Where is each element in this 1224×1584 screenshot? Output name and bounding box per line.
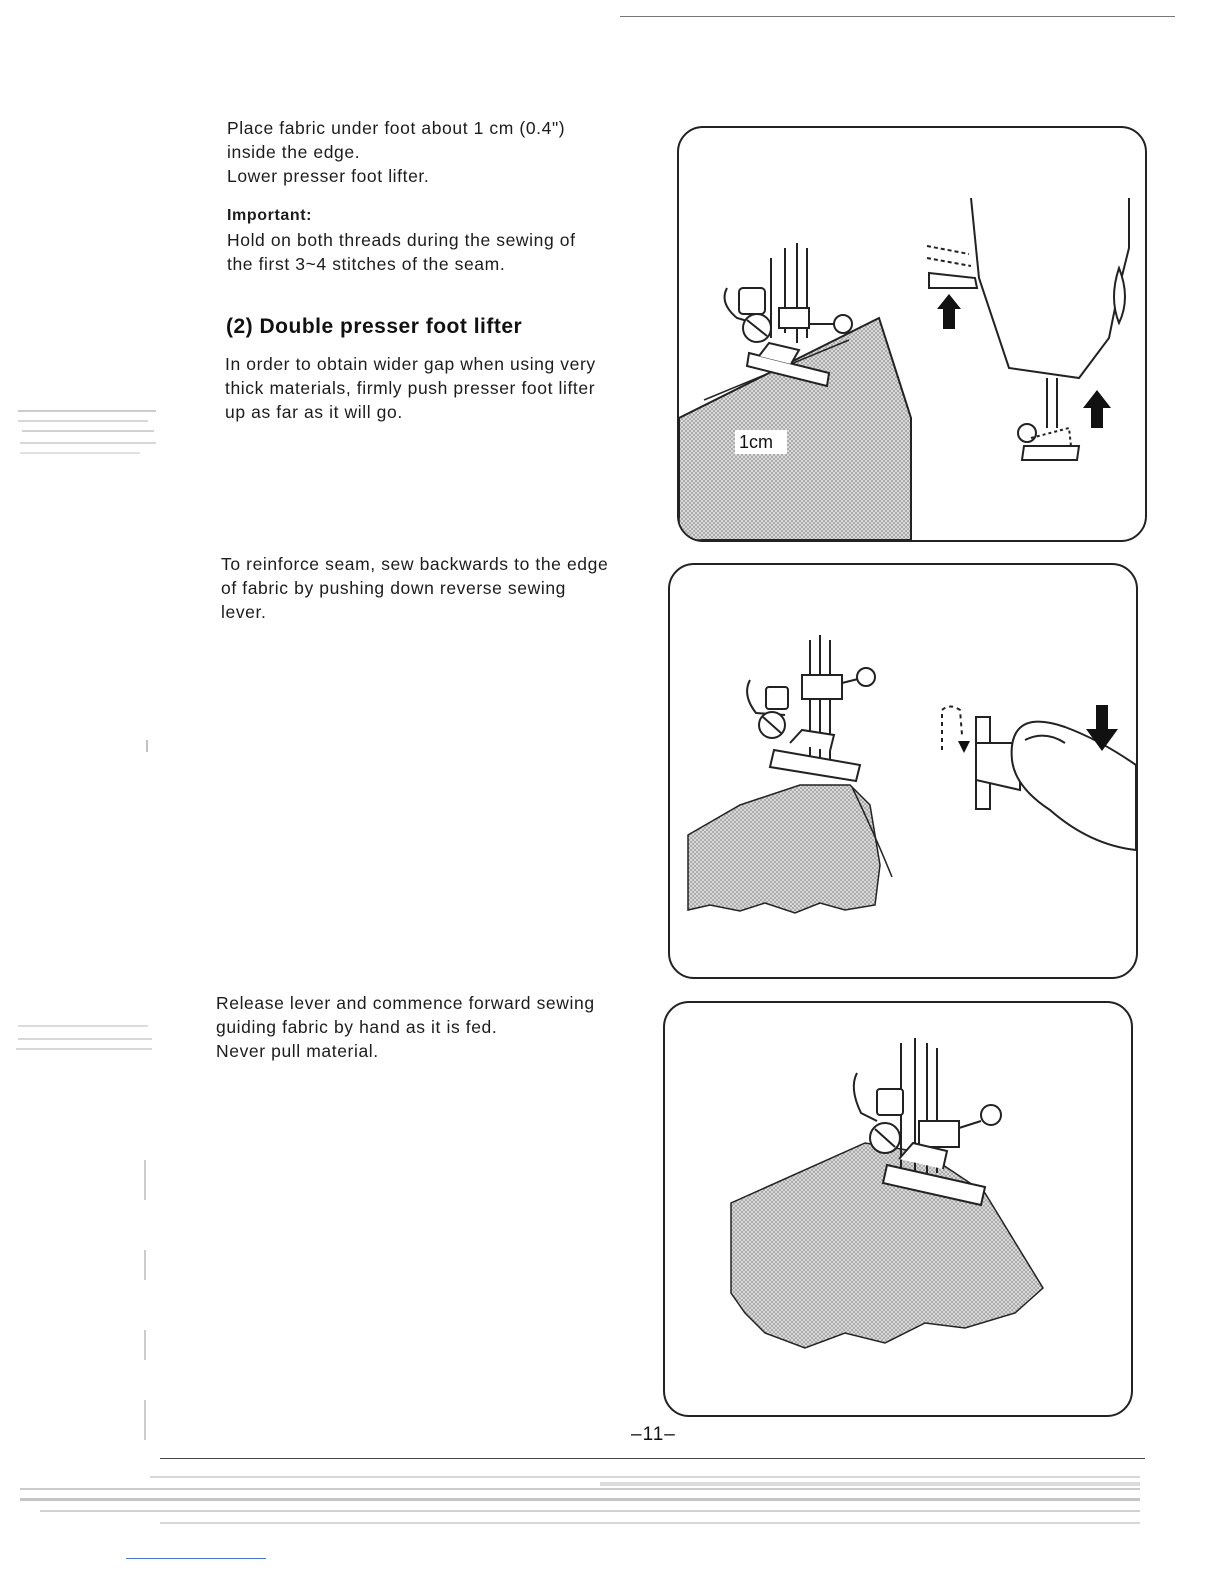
text-line: Place fabric under foot about 1 cm (0.4") <box>227 118 566 138</box>
figure-fabric-under-foot <box>677 126 1147 542</box>
instruction-double-lifter <box>225 352 645 424</box>
important-label: Important: <box>227 207 313 224</box>
text-line: inside the edge. <box>227 142 361 162</box>
left-margin-noise <box>0 400 170 1500</box>
figure-reverse-sewing-lever <box>668 563 1138 979</box>
text-line: lever. <box>221 602 267 622</box>
instruction-reinforce-seam <box>221 552 641 624</box>
top-scan-line <box>620 16 1175 17</box>
text-line: Never pull material. <box>216 1041 379 1061</box>
bottom-scan-noise <box>0 1462 1224 1552</box>
text-line: Release lever and commence forward sewing <box>216 993 595 1013</box>
measurement-label: 1cm <box>739 432 774 452</box>
bottom-rule <box>160 1458 1145 1459</box>
bottom-blue-line <box>126 1558 266 1559</box>
text-line: thick materials, firmly push presser foot lifter <box>225 378 596 398</box>
text-line: Lower presser foot lifter. <box>227 166 430 186</box>
instruction-place-fabric <box>227 116 647 276</box>
down-arrow-icon <box>958 741 970 753</box>
text-line: To reinforce seam, sew backwards to the edge <box>221 554 609 574</box>
page-number: –11– <box>631 1424 676 1445</box>
text-line: guiding fabric by hand as it is fed. <box>216 1017 498 1037</box>
text-line: Hold on both threads during the sewing of <box>227 230 576 250</box>
fabric-shape <box>688 785 880 913</box>
figure-forward-sewing <box>663 1001 1133 1417</box>
text-line: up as far as it will go. <box>225 402 403 422</box>
instruction-release-lever <box>216 991 636 1063</box>
up-arrow-icon <box>1083 390 1111 428</box>
text-line: the first 3~4 stitches of the seam. <box>227 254 506 274</box>
text-line: of fabric by pushing down reverse sewing <box>221 578 567 598</box>
section-heading-double-presser-foot-lifter: (2) Double presser foot lifter <box>226 315 523 338</box>
presser-foot-drawing <box>747 635 875 781</box>
up-arrow-icon <box>937 294 961 329</box>
text-line: In order to obtain wider gap when using very <box>225 354 596 374</box>
